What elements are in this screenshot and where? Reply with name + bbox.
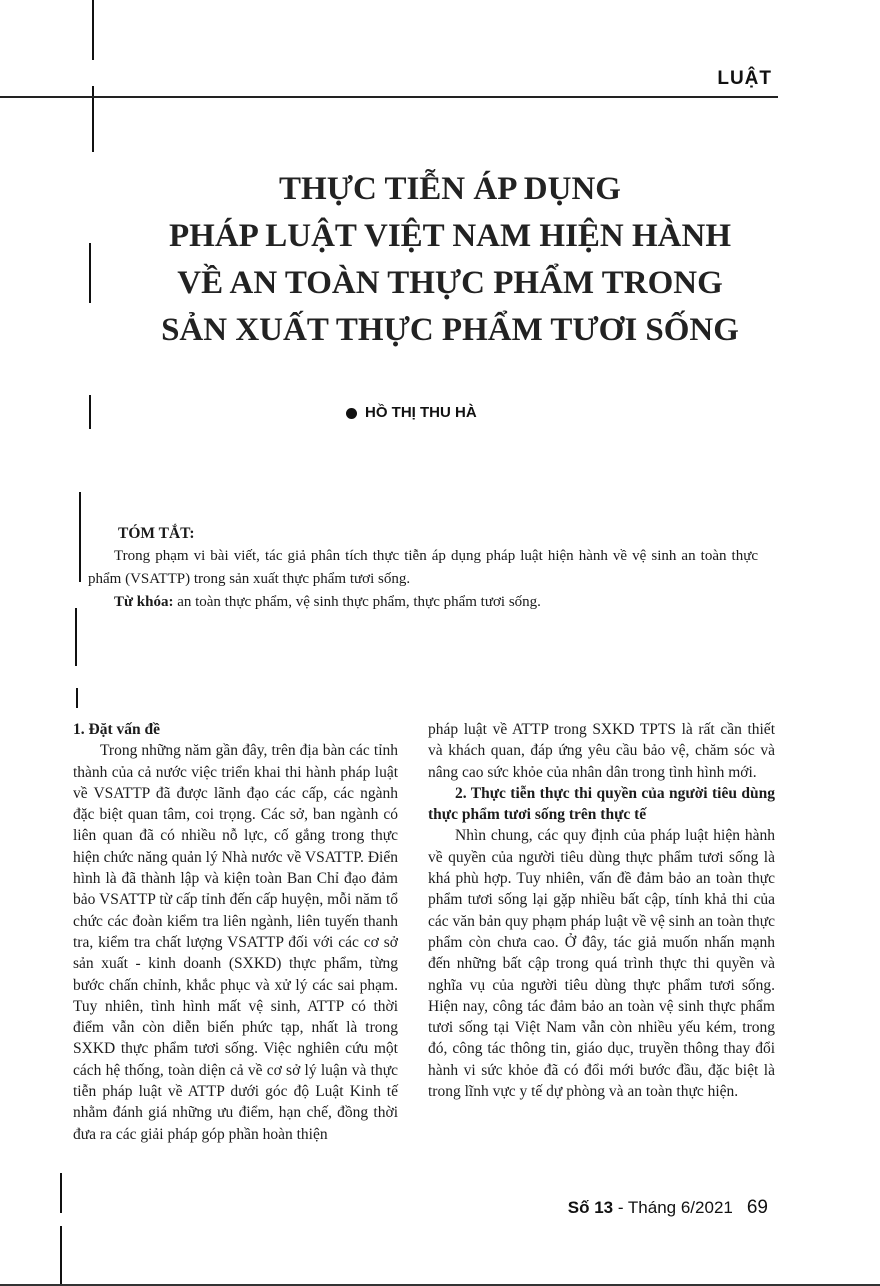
author-name: HỒ THỊ THU HÀ <box>365 404 477 421</box>
title-line: PHÁP LUẬT VIỆT NAM HIỆN HÀNH <box>169 218 731 254</box>
title-line: VỀ AN TOÀN THỰC PHẨM TRONG <box>177 265 723 301</box>
bullet-icon <box>346 408 357 419</box>
author-byline <box>346 404 477 421</box>
margin-line <box>76 688 78 708</box>
margin-line <box>60 1226 62 1286</box>
paragraph: pháp luật về ATTP trong SXKD TPTS là rất cần thiết và khách quan, đáp ứng yêu cầu bảo vệ, chăm sóc và nâng cao sức khỏe của nhân dân trong tình hình mới. <box>428 721 775 781</box>
paragraph: Trong những năm gần đây, trên địa bàn các tỉnh thành của cả nước việc triển khai thi hành pháp luật về VSATTP đã được lãnh đạo các cấp, các ngành đặc biệt quan tâm, coi trọng. Các sở, ban ngành có liên quan đã có nhiều nỗ lực, cố gắng trong thực hiện chức năng quản lý Nhà nước về VSATTP. Điển hình là đã thành lập và kiện toàn Ban Chỉ đạo đảm bảo VSATTP từ cấp tỉnh đến cấp huyện, mỗi năm tổ chức các đoàn kiểm tra liên ngành, liên tuyến thanh tra, kiểm tra chất lượng VSATTP đối với các cơ sở sản xuất - kinh doanh (SXKD) thực phẩm, từng bước chấn chỉnh, khắc phục và xử lý các sai phạm. Tuy nhiên, tình hình mất vệ sinh, ATTP có thời điểm vẫn còn diễn biến phức tạp, nhất là trong SXKD thực phẩm tươi sống. Việc nghiên cứu một cách hệ thống, toàn diện cả về cơ sở lý luận và thực tiễn pháp luật về ATTP dưới góc độ Luật Kinh tế nhằm đánh giá những ưu điểm, hạn chế, đồng thời đưa ra các giải pháp góp phần hoàn thiện <box>73 742 398 1143</box>
title-line: THỰC TIỄN ÁP DỤNG <box>279 171 621 207</box>
abstract <box>88 522 758 614</box>
page-number: 69 <box>746 1197 768 1218</box>
right-column <box>428 719 775 1102</box>
margin-line <box>79 492 81 582</box>
left-column <box>73 719 398 1145</box>
issue-month: - Tháng 6/2021 <box>613 1198 733 1217</box>
header-rule <box>0 96 778 98</box>
section-label: LUẬT <box>717 68 772 89</box>
abstract-heading: TÓM TẮT: <box>118 525 195 542</box>
page-footer <box>568 1197 768 1219</box>
margin-line <box>89 395 91 429</box>
paragraph: Nhìn chung, các quy định của pháp luật hiện hành về quyền của người tiêu dùng thực phẩm tươi sống là khá phù hợp. Tuy nhiên, vấn đề đảm bảo an toàn thực phẩm tươi sống lại gặp nhiều bất cập, tính khả thi của các văn bản quy phạm pháp luật về vệ sinh an toàn thực phẩm còn chưa cao. Ở đây, tác giả muốn nhấn mạnh đến những bất cập trong quá trình thực thi quyền và nghĩa vụ của người tiêu dùng thực phẩm tươi sống. Hiện nay, công tác đảm bảo an toàn vệ sinh thực phẩm tươi sống tại Việt Nam vẫn còn nhiều yếu kém, trong đó, công tác thông tin, giáo dục, truyền thông thay đổi hành vi sức khỏe đã có đổi mới bước đầu, đặc biệt là trong lĩnh vực y tế dự phòng và an toàn thực hiện. <box>428 827 775 1101</box>
abstract-text: Trong phạm vi bài viết, tác giả phân tích thực tiễn áp dụng pháp luật hiện hành về vệ sinh an toàn thực phẩm (VSATTP) trong sản xuất thực phẩm tươi sống. <box>88 548 758 587</box>
title-line: SẢN XUẤT THỰC PHẨM TƯƠI SỐNG <box>161 312 739 348</box>
article-title <box>80 166 820 354</box>
margin-line <box>60 1173 62 1213</box>
keywords-text: an toàn thực phẩm, vệ sinh thực phẩm, thực phẩm tươi sống. <box>173 594 541 610</box>
section-heading: 2. Thực tiễn thực thi quyền của người tiêu dùng thực phẩm tươi sống trên thực tế <box>428 784 775 824</box>
margin-line <box>75 608 77 666</box>
issue-number: Số 13 <box>567 1198 614 1217</box>
keywords <box>88 591 758 614</box>
margin-line <box>92 0 94 60</box>
section-heading: 1. Đặt vấn đề <box>73 721 160 738</box>
keywords-label: Từ khóa: <box>114 594 174 610</box>
